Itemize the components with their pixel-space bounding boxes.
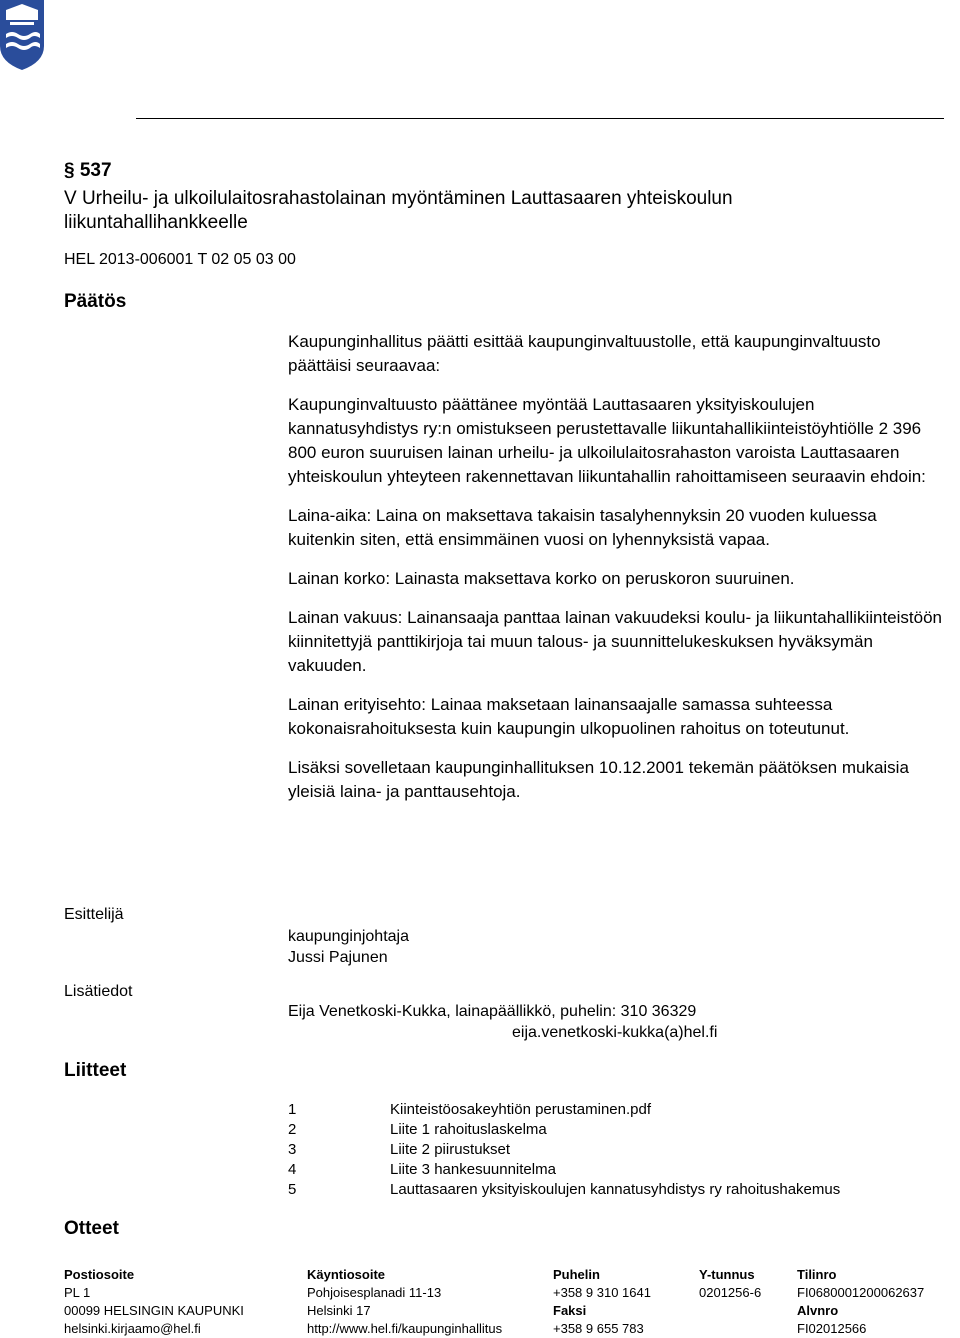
footer-account: [797, 1266, 924, 1338]
attachment-number: 3: [288, 1141, 297, 1158]
presenter-name: Jussi Pajunen: [288, 949, 388, 966]
extracts-heading: Otteet: [64, 1218, 119, 1239]
footer-fax-label: Faksi: [553, 1303, 587, 1318]
footer-visiting-label: Käyntiosoite: [307, 1267, 386, 1282]
footer-account-value: FI0680001200062637: [797, 1285, 925, 1300]
decision-paragraph: Lainan korko: Lainasta maksettava korko on peruskoron suuruinen.: [288, 569, 795, 588]
attachment-item[interactable]: [288, 1120, 840, 1140]
header-city: Helsingin kaupunki: [64, 0, 239, 21]
attachment-name[interactable]: Lauttasaaren yksityiskoulujen kannatusyhdistys ry rahoitushakemus: [390, 1181, 841, 1198]
info-label: Lisätiedot: [64, 983, 133, 1000]
attachment-item[interactable]: [288, 1100, 840, 1120]
info-email[interactable]: eija.venetkoski-kukka(a)hel.fi: [512, 1024, 718, 1041]
attachment-item[interactable]: [288, 1160, 840, 1180]
attachments-heading: Liitteet: [64, 1060, 127, 1081]
decision-body: [288, 330, 948, 819]
footer-phone: [553, 1266, 651, 1338]
attachment-number: 1: [288, 1101, 297, 1118]
section-value: 537: [79, 160, 112, 181]
attachments-list: [288, 1100, 840, 1200]
footer-phone-value: +358 9 310 1641: [553, 1285, 651, 1300]
attachment-item[interactable]: [288, 1180, 840, 1200]
header-date: 06.05.2013: [503, 66, 599, 87]
footer-phone-label: Puhelin: [553, 1267, 600, 1282]
header-department: Kaupunginhallitus: [64, 22, 230, 43]
info-contact: Eija Venetkoski-Kukka, lainapäällikkö, puhelin: 310 36329: [288, 1003, 697, 1020]
decision-paragraph: Kaupunginhallitus päätti esittää kaupunginvaltuustolle, että kaupunginvaltuusto päättäisi seuraavaa:: [288, 332, 881, 375]
attachment-name[interactable]: Liite 2 piirustukset: [390, 1141, 511, 1158]
decision-paragraph: Lainan erityisehto: Lainaa maksetaan lainansaajalle samassa suhteessa kokonaisrahoituksesta kuin kaupungin ulkopuolinen rahoitus on toteutunut.: [288, 695, 850, 738]
header-page: 3 (223): [838, 0, 899, 21]
footer-vat-label: Alvnro: [797, 1303, 839, 1318]
attachment-name[interactable]: Kiinteistöosakeyhtiön perustaminen.pdf: [390, 1101, 651, 1118]
attachment-name[interactable]: Liite 1 rahoituslaskelma: [390, 1121, 547, 1138]
decision-paragraph: Lisäksi sovelletaan kaupunginhallituksen 10.12.2001 tekemän päätöksen mukaisia yleisiä laina- ja panttausehtoja.: [288, 758, 909, 801]
info-block: [288, 1001, 717, 1043]
decision-paragraph: Kaupunginvaltuusto päättänee myöntää Lauttasaaren yksityiskoulujen kannatusyhdistys ry:n omistukseen perustettavalle liikuntahallikiinteistöyhtiölle 2 396 800 euron suuruisen lainan urheilu- ja ulkoilulaitosrahaston varoista Lauttasaaren yhteiskoulun yhteyteen rakennettavan liikuntahallin rahoittamiseen seuraavin ehdoin:: [288, 395, 926, 486]
decision-paragraph: Lainan vakuus: Lainansaaja panttaa lainan vakuudeksi koulu- ja liikuntahallikiinteistöön kiinnitettyjä panttikirjoja tai muun talous- ja suunnittelukeskuksen hyväksymän vakuuden.: [288, 608, 942, 675]
footer-business-id: [699, 1266, 761, 1302]
footer-fax-value: +358 9 655 783: [553, 1321, 644, 1336]
presenter-block: [288, 926, 409, 968]
footer-business-id-label: Y-tunnus: [699, 1267, 755, 1282]
presenter-title: kaupunginjohtaja: [288, 928, 409, 945]
footer-postal-label: Postiosoite: [64, 1267, 135, 1282]
attachment-number: 2: [288, 1121, 297, 1138]
footer-visiting-line: Pohjoisesplanadi 11-13: [307, 1285, 442, 1300]
footer-account-label: Tilinro: [797, 1267, 837, 1282]
footer-vat-value: FI02012566: [797, 1321, 867, 1336]
attachment-number: 4: [288, 1161, 297, 1178]
header-rule: [136, 118, 944, 119]
diary-number: HEL 2013-006001 T 02 05 03 00: [64, 251, 296, 268]
footer-postal-line: 00099 HELSINGIN KAUPUNKI: [64, 1303, 244, 1318]
footer-visiting: [307, 1266, 502, 1338]
footer-email[interactable]: helsinki.kirjaamo@hel.fi: [64, 1321, 201, 1336]
attachment-name[interactable]: Liite 3 hankesuunnitelma: [390, 1161, 556, 1178]
footer-postal: [64, 1266, 244, 1338]
attachment-item[interactable]: [288, 1140, 840, 1160]
presenter-label: Esittelijä: [64, 906, 124, 923]
footer-visiting-line: Helsinki 17: [307, 1303, 371, 1318]
footer-postal-line: PL 1: [64, 1285, 91, 1300]
attachment-number: 5: [288, 1181, 297, 1198]
header-doc-type: Pöytäkirja: [503, 0, 594, 21]
header-reference: Kj/1: [724, 44, 757, 65]
item-title: V Urheilu- ja ulkoilulaitosrahastolainan myöntäminen Lauttasaaren yhteiskoulun liikuntahallihankkeelle: [64, 188, 733, 233]
header-meeting-number: 18/2013: [698, 0, 767, 21]
city-crest-logo: [0, 0, 44, 70]
footer-business-id-value: 0201256-6: [699, 1285, 762, 1300]
section-number: § 537: [64, 160, 112, 181]
decision-paragraph: Laina-aika: Laina on maksettava takaisin tasalyhennyksin 20 vuoden kuluessa kuitenkin siten, että ensimmäinen vuosi on lyhennyksistä vapaa.: [288, 506, 877, 549]
decision-heading: Päätös: [64, 291, 127, 312]
footer-website-link[interactable]: http://www.hel.fi/kaupunginhallitus: [307, 1321, 503, 1336]
